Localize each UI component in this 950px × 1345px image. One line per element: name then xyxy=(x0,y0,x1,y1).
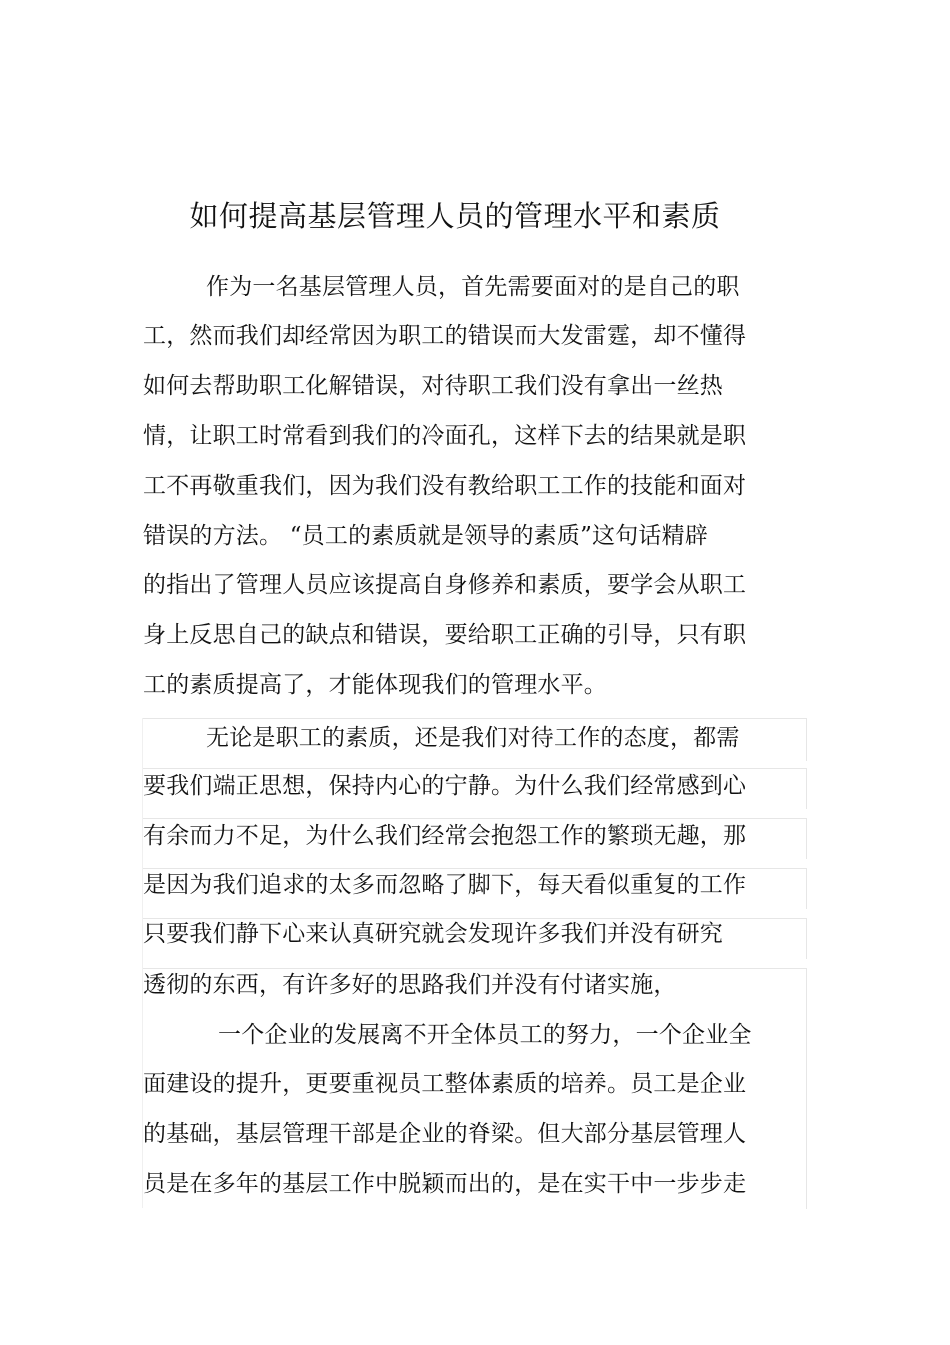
paragraph-1-line-9: 工的素质提高了，才能体现我们的管理水平。 xyxy=(143,672,607,698)
paragraph-3-line-4: 员是在多年的基层工作中脱颖而出的，是在实干中一步步走 xyxy=(143,1171,747,1197)
paragraph-1-line-6: 错误的方法。 “员工的素质就是领导的素质”这句话精辟 xyxy=(143,523,709,549)
paragraph-1-line-2: 工，然而我们却经常因为职工的错误而大发雷霆，却不懂得 xyxy=(143,323,747,349)
paragraph-2-line-4: 是因为我们追求的太多而忽略了脚下，每天看似重复的工作 xyxy=(143,872,747,898)
paragraph-2-line-6: 透彻的东西，有许多好的思路我们并没有付诸实施， xyxy=(143,972,677,998)
paragraph-2-line-2: 要我们端正思想，保持内心的宁静。为什么我们经常感到心 xyxy=(143,773,747,799)
paragraph-2-line-3: 有余而力不足，为什么我们经常会抱怨工作的繁琐无趣，那 xyxy=(143,823,747,849)
paragraph-3-line-1: 一个企业的发展离不开全体员工的努力，一个企业全 xyxy=(218,1022,752,1048)
paragraph-1-line-3: 如何去帮助职工化解错误，对待职工我们没有拿出一丝热 xyxy=(143,373,723,399)
document-title: 如何提高基层管理人员的管理水平和素质 xyxy=(189,199,721,233)
paragraph-1-line-4: 情，让职工时常看到我们的冷面孔，这样下去的结果就是职 xyxy=(143,423,747,449)
paragraph-1-line-5: 工不再敬重我们，因为我们没有教给职工工作的技能和面对 xyxy=(143,473,747,499)
paragraph-2-line-1: 无论是职工的素质，还是我们对待工作的态度，都需 xyxy=(206,725,740,751)
paragraph-3-line-3: 的基础，基层管理干部是企业的脊梁。但大部分基层管理人 xyxy=(143,1121,747,1147)
paragraph-1-line-7: 的指出了管理人员应该提高自身修养和素质，要学会从职工 xyxy=(143,572,747,598)
paragraph-1-line-8: 身上反思自己的缺点和错误，要给职工正确的引导，只有职 xyxy=(143,622,747,648)
paragraph-1-line-1: 作为一名基层管理人员，首先需要面对的是自己的职 xyxy=(206,274,740,300)
paragraph-2-line-5: 只要我们静下心来认真研究就会发现许多我们并没有研究 xyxy=(143,921,723,947)
paragraph-3-line-2: 面建设的提升，更要重视员工整体素质的培养。员工是企业 xyxy=(143,1071,747,1097)
